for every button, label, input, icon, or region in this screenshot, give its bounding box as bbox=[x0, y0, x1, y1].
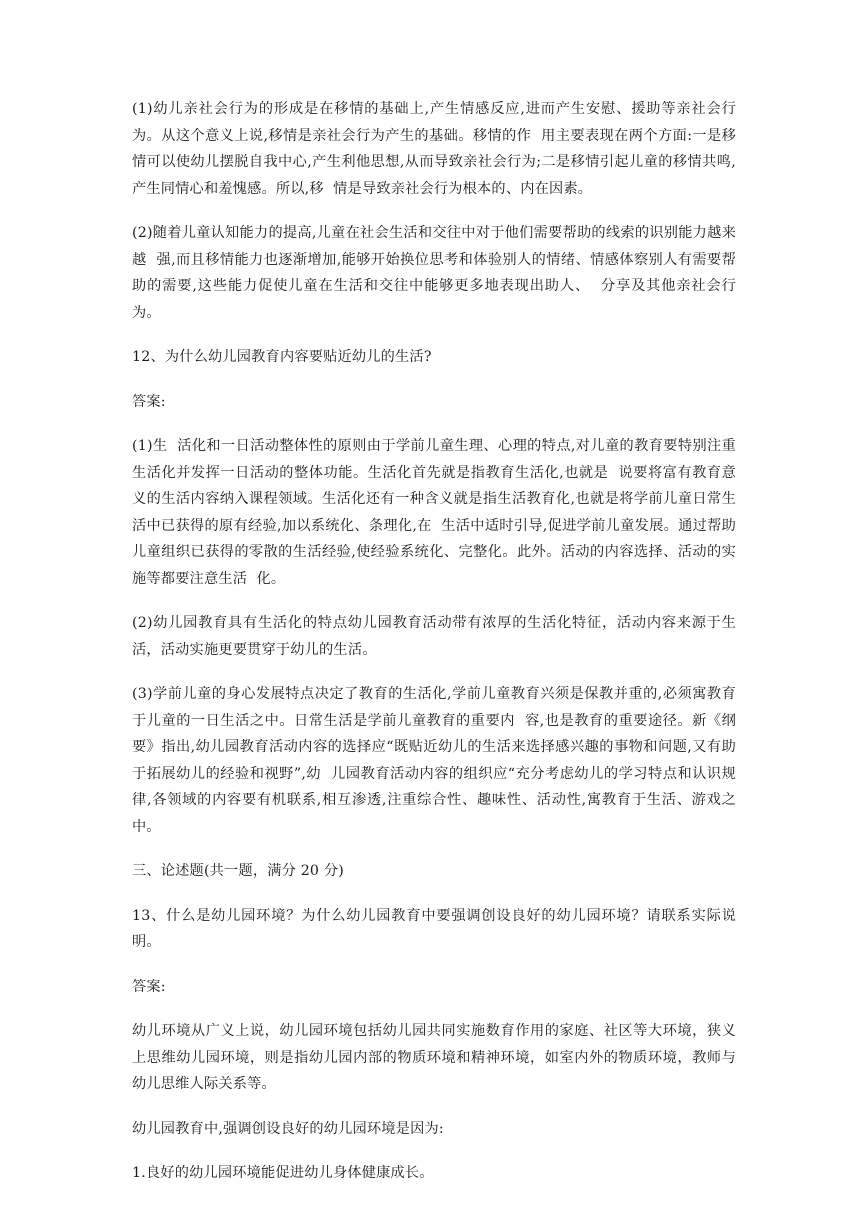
paragraph-empathy-2: (2)随着儿童认知能力的提高,儿童在社会生活和交往中对于他们需要帮助的线索的识别能力越来越 强,而且移情能力也逐渐增加,能够开始换位思考和体验别人的情绪、情感体察别人有需要帮助的需要,这些能力促使儿童在生活和交往中能够更多地表现出助人、 分享及其他亲社会行为。 bbox=[132, 225, 736, 321]
question-12: 12、为什么幼儿园教育内容要贴近幼儿的生活? bbox=[132, 349, 432, 365]
answer-13-reason-1: 1.良好的幼儿园环境能促进幼儿身体健康成长。 bbox=[132, 1165, 434, 1181]
answer-13-reason-intro: 幼儿园教育中,强调创设良好的幼儿园环境是因为: bbox=[132, 1120, 444, 1137]
answer-12-point-1: (1)生 活化和一日活动整体性的原则由于学前儿童生理、心理的特点,对儿童的教育要特别注重生活化并发挥一日活动的整体功能。生活化首先就是指教育生活化,也就是 说要将富有教育意义的生活内容纳入课程领域。生活化还有一种含义就是指生活教育化,也就是将学前儿童日常生活中已获得的原有经验,加以系统化、条理化,在 生活中适时引导,促进学前儿童发展。通过帮助儿童组织已获得的零散的生活经验,使经验系统化、完整化。此外。活动的内容选择、活动的实施等都要注意生活 化。 bbox=[132, 438, 736, 587]
answer-13-definition: 幼儿环境从广义上说，幼儿园环境包括幼儿园共同实施数育作用的家庭、社区等大环境，狭义上思维幼儿园环境，则是指幼儿园内部的物质环境和精神环境，如室内外的物质环境，教师与幼儿思维人际关系等。 bbox=[132, 1023, 736, 1092]
answer-label: 答案: bbox=[132, 393, 166, 410]
answer-12-point-2: (2)幼儿园教育具有生活化的特点幼儿园教育活动带有浓厚的生活化特征，活动内容来源于生活，活动实施更要贯穿于幼儿的生活。 bbox=[132, 615, 736, 658]
answer-12-point-3: (3)学前儿童的身心发展特点决定了教育的生活化,学前儿童教育兴须是保教并重的,必须寓教育于儿童的一日生活之中。日常生活是学前儿童教育的重要内 容,也是教育的重要途径。新《纲要》指出,幼儿园教育活动内容的选择应“既贴近幼儿的生活来选择感兴趣的事物和问题,又有助于拓展幼儿的经验和视野”,幼 儿园教育活动内容的组织应“充分考虑幼儿的学习特点和认识规律,各领域的内容要有机联系,相互渗透,注重综合性、趣味性、活动性,寓教育于生活、游戏之 中。 bbox=[132, 686, 746, 835]
paragraph-empathy-1: (1)幼儿亲社会行为的形成是在移情的基础上,产生情感反应,进而产生安慰、援助等亲社会行为。从这个意义上说,移情是亲社会行为产生的基础。移情的作 用主要表现在两个方面:一是移情可以使幼儿摆脱自我中心,产生利他思想,从而导致亲社会行为;二是移情引起儿童的移情共鸣,产生同情心和羞愧感。所以,移 情是导致亲社会行为根本的、内在因素。 bbox=[132, 101, 736, 197]
answer-label: 答案: bbox=[132, 978, 166, 995]
document-page bbox=[132, 96, 746, 1205]
question-13: 13、什么是幼儿园环境？为什么幼儿园教育中要强调创设良好的幼儿园环境？请联系实际说明。 bbox=[132, 907, 736, 950]
section-heading-essay: 三、论述题(共一题，满分 20 分) bbox=[132, 863, 344, 879]
